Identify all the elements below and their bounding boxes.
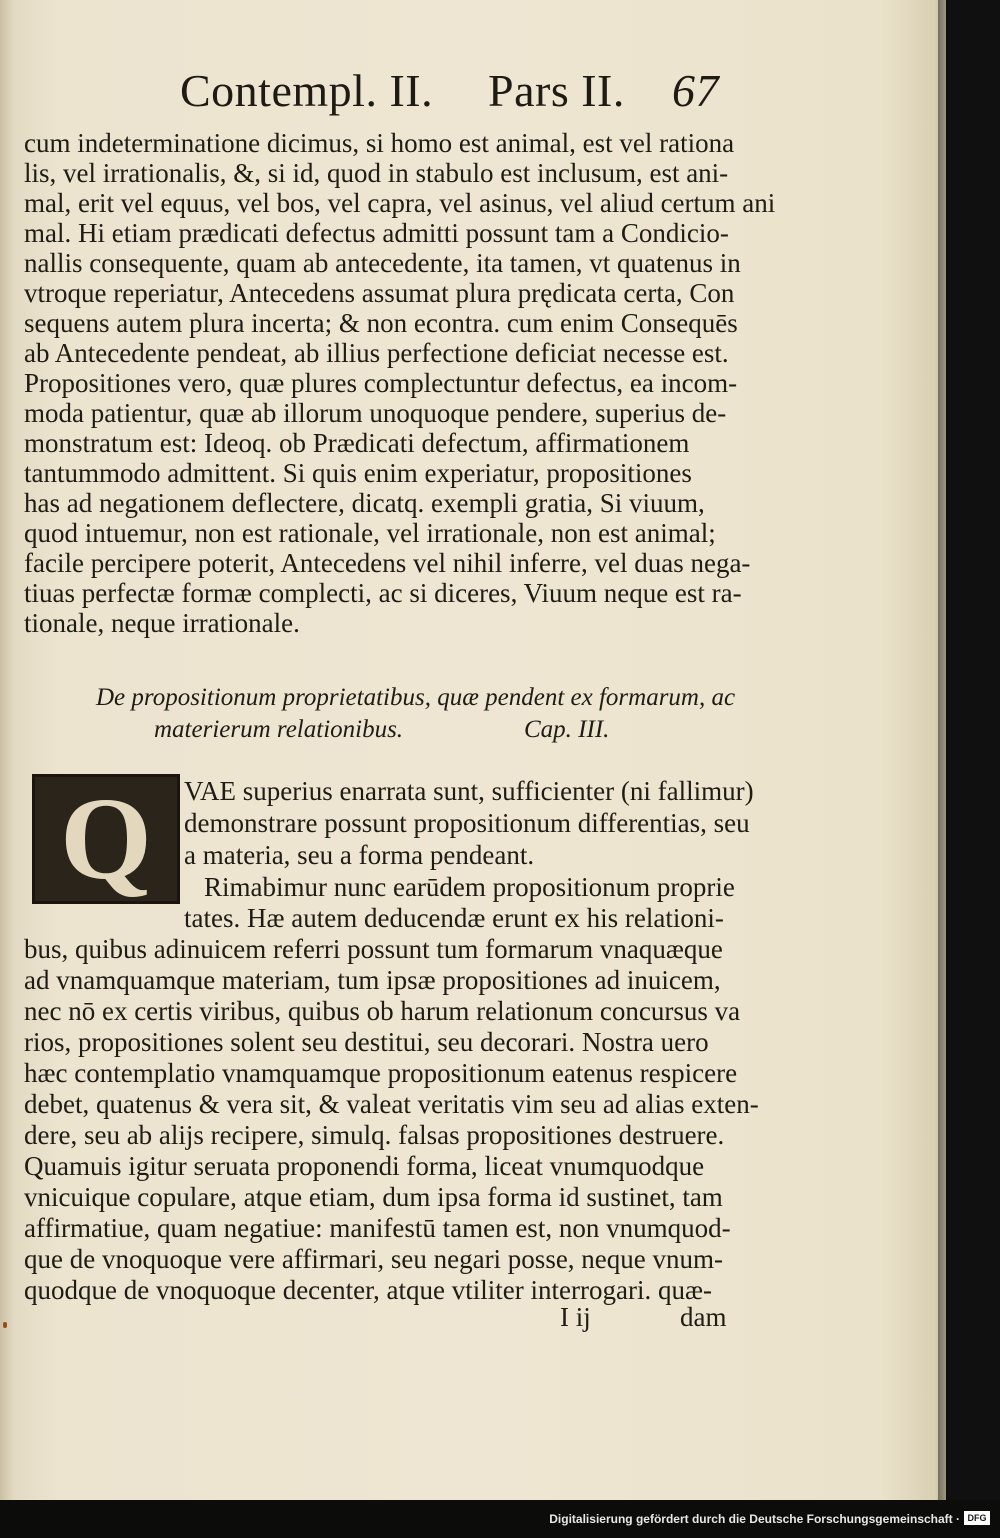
text-line: facile percipere poterit, Antecedens vel nihil inferre, vel duas nega- [24,548,751,578]
text-line: a materia, seu a forma pendeant. [184,840,535,870]
text-line: demonstrare possunt propositionum differentias, seu [184,808,750,838]
text-line: debet, quatenus & vera sit, & valeat veritatis vim seu ad alias exten- [24,1089,759,1119]
dfg-logo-icon: DFG [964,1511,990,1525]
text-line: mal. Hi etiam prædicati defectus admitti possunt tam a Condicio- [24,218,729,248]
text-line: monstratum est: Ideoq. ob Prædicati defectum, affirmationem [24,428,690,458]
text-line: que de vnoquoque vere affirmari, seu negari posse, neque vnum- [24,1244,724,1274]
decorated-initial-letter: Q [60,773,152,904]
text-line: ab Antecedente pendeat, ab illius perfectione deficiat necesse est. [24,338,729,368]
running-head-part: Pars II. [488,65,625,116]
text-line: mal, erit vel equus, vel bos, vel capra, vel asinus, vel aliud certum ani [24,188,776,218]
running-head-title: Contempl. II. [180,65,434,116]
text-line: nallis consequente, quam ab antecedente, ita tamen, vt quatenus in [24,248,741,278]
text-line: cum indeterminatione dicimus, si homo est animal, est vel rationa [24,128,735,158]
footer-credit: Digitalisierung gefördert durch die Deutsche Forschungsgemeinschaft · [549,1512,960,1526]
text-line: bus, quibus adinuicem referri possunt tum formarum vnaquæque [24,934,723,964]
chapter-heading-line-1: De propositionum proprietatibus, quæ pendent ex formarum, ac [96,684,736,711]
chapter-heading-line-2: materierum relationibus. [154,716,404,743]
text-line: VAE superius enarrata sunt, sufficienter (ni fallimur) [184,776,754,806]
text-line: hæc contemplatio vnamquamque propositionum eatenus respicere [24,1058,738,1088]
text-line: Propositiones vero, quæ plures complectuntur defectus, ea incom- [24,368,738,398]
text-line: quod intuemur, non est rationale, vel irrationale, non est animal; [24,518,716,548]
text-line: vnicuique copulare, atque etiam, dum ipsa forma id sustinet, tam [24,1182,723,1212]
text-line: lis, vel irrationalis, &, si id, quod in stabulo est inclusum, est ani- [24,158,729,188]
text-line: Quamuis igitur seruata proponendi forma, liceat vnumquodque [24,1151,705,1181]
text-line: vtroque reperiatur, Antecedens assumat plura prędicata certa, Con [24,278,735,308]
text-line: tionale, neque irrationale. [24,608,300,638]
text-line: nec nō ex certis viribus, quibus ob harum relationum concursus va [24,996,741,1026]
text-line: tates. Hæ autem deducendæ erunt ex his relationi- [184,903,724,933]
text-line: rios, propositiones solent seu destitui, seu decorari. Nostra uero [24,1027,709,1057]
text-line: ad vnamquamque materiam, tum ipsæ propositiones ad inuicem, [24,965,721,995]
catchword: dam [680,1302,727,1332]
chapter-label: Cap. III. [524,716,610,743]
text-line: affirmatiue, quam negatiue: manifestū tamen est, non vnumquod- [24,1213,731,1243]
text-line: Rimabimur nunc earūdem propositionum proprie [204,872,735,902]
text-line: tantummodo admittent. Si quis enim experiatur, propositiones [24,458,692,488]
text-line: has ad negationem deflectere, dicatq. exempli gratia, Si viuum, [24,488,705,518]
text-line: tiuas perfectæ formæ complecti, ac si diceres, Viuum neque est ra- [24,578,742,608]
margin-stain [3,1322,7,1328]
page-number: 67 [672,65,719,116]
text-line: dere, seu ab alijs recipere, simulq. falsas propositiones destruere. [24,1120,725,1150]
footer-bar [0,1500,1000,1538]
page-edge-shadow [938,0,950,1500]
text-line: quodque de vnoquoque decenter, atque vtiliter interrogari. quæ- [24,1275,712,1305]
text-line: sequens autem plura incerta; & non econtra. cum enim Consequēs [24,308,738,338]
text-line: moda patientur, quæ ab illorum unoquoque pendere, superius de- [24,398,727,428]
signature-mark: I ij [560,1302,591,1332]
decorated-initial [32,774,180,904]
